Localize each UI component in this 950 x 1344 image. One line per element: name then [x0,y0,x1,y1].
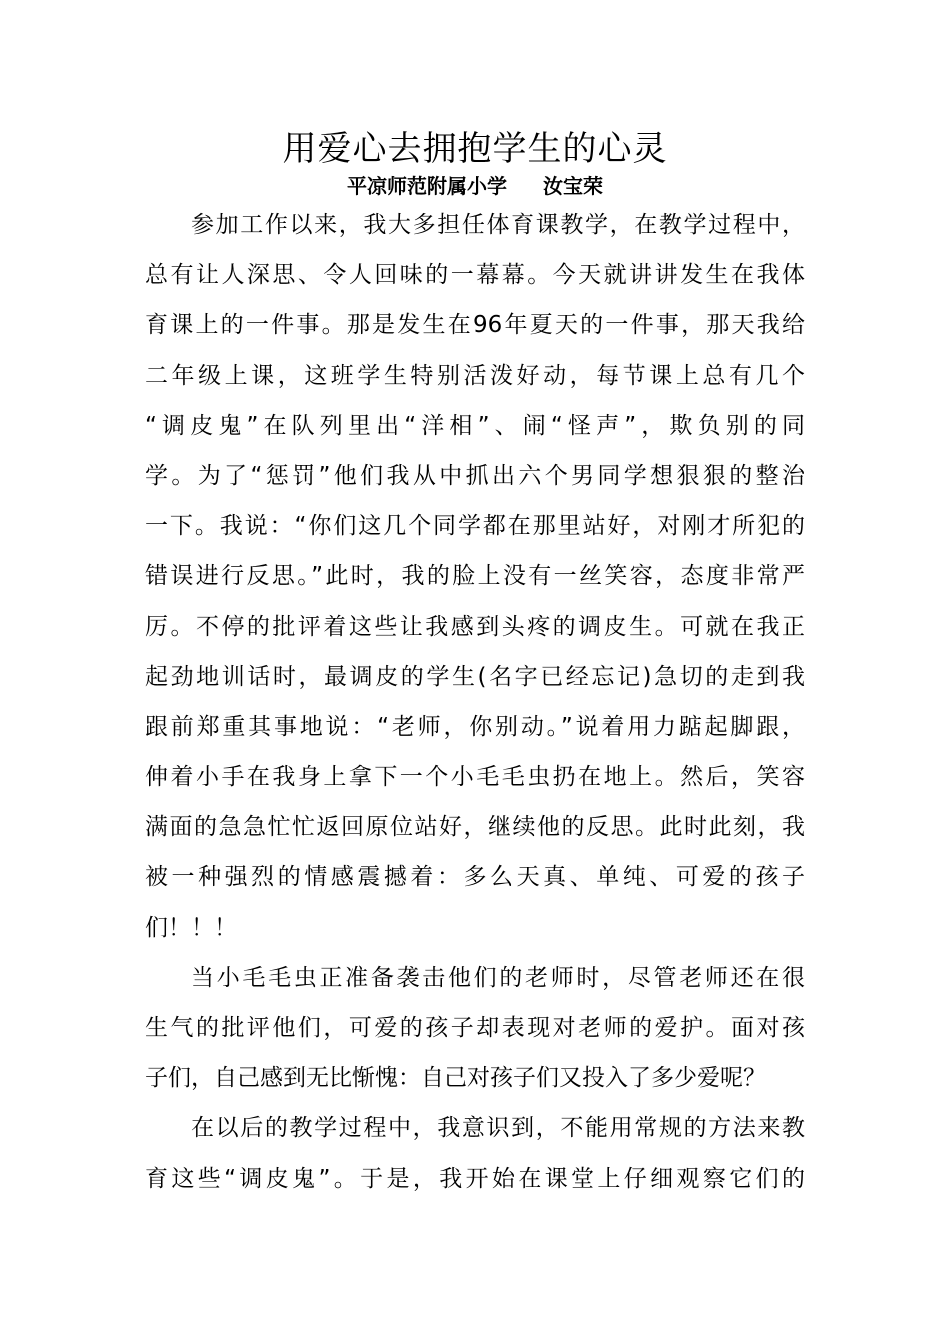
text-line: 学。为了“惩罚”他们我从中抓出六个男同学想狠狠的整治 [145,462,805,489]
text-line: 被一种强烈的情感震撼着：多么天真、单纯、可爱的孩子 [145,864,805,891]
text-line: 育课上的一件事。那是发生在96年夏天的一件事，那天我给 [145,312,805,339]
text-line: 在以后的教学过程中，我意识到，不能用常规的方法来教 [191,1115,805,1142]
article-body [145,200,805,1204]
text-line: 们！！！ [145,914,237,941]
text-line: 二年级上课，这班学生特别活泼好动，每节课上总有几个 [145,362,805,389]
text-line: 子们，自己感到无比惭愧：自己对孩子们又投入了多少爱呢？ [145,1065,766,1092]
text-line: 起劲地训话时，最调皮的学生(名字已经忘记)急切的走到我 [145,663,805,690]
document-title: 用爱心去拥抱学生的心灵 [282,129,668,169]
text-line: 参加工作以来，我大多担任体育课教学，在教学过程中， [191,212,805,238]
text-line: 伸着小手在我身上拿下一个小毛毛虫扔在地上。然后，笑容 [145,764,805,791]
text-line: 总有让人深思、令人回味的一幕幕。今天就讲讲发生在我体 [145,262,805,289]
author-name: 汝宝荣 [543,174,603,198]
text-line: 育这些“调皮鬼”。于是，我开始在课堂上仔细观察它们的 [145,1165,805,1192]
text-line: 生气的批评他们，可爱的孩子却表现对老师的爱护。面对孩 [145,1015,805,1041]
text-line: 一下。我说：“你们这几个同学都在那里站好，对刚才所犯的 [145,513,805,540]
school-name: 平凉师范附属小学 [347,174,507,198]
text-line: “调皮鬼”在队列里出“洋相”、闹“怪声”，欺负别的同 [145,412,805,439]
text-line: 满面的急急忙忙返回原位站好，继续他的反思。此时此刻，我 [145,814,805,841]
text-line: 错误进行反思。”此时，我的脸上没有一丝笑容，态度非常严 [145,563,805,590]
byline [145,172,805,200]
text-line: 厉。不停的批评着这些让我感到头疼的调皮生。可就在我正 [145,613,805,640]
text-line: 跟前郑重其事地说：“老师，你别动。”说着用力踮起脚跟， [145,713,805,740]
text-line: 当小毛毛虫正准备袭击他们的老师时，尽管老师还在很 [191,964,805,991]
